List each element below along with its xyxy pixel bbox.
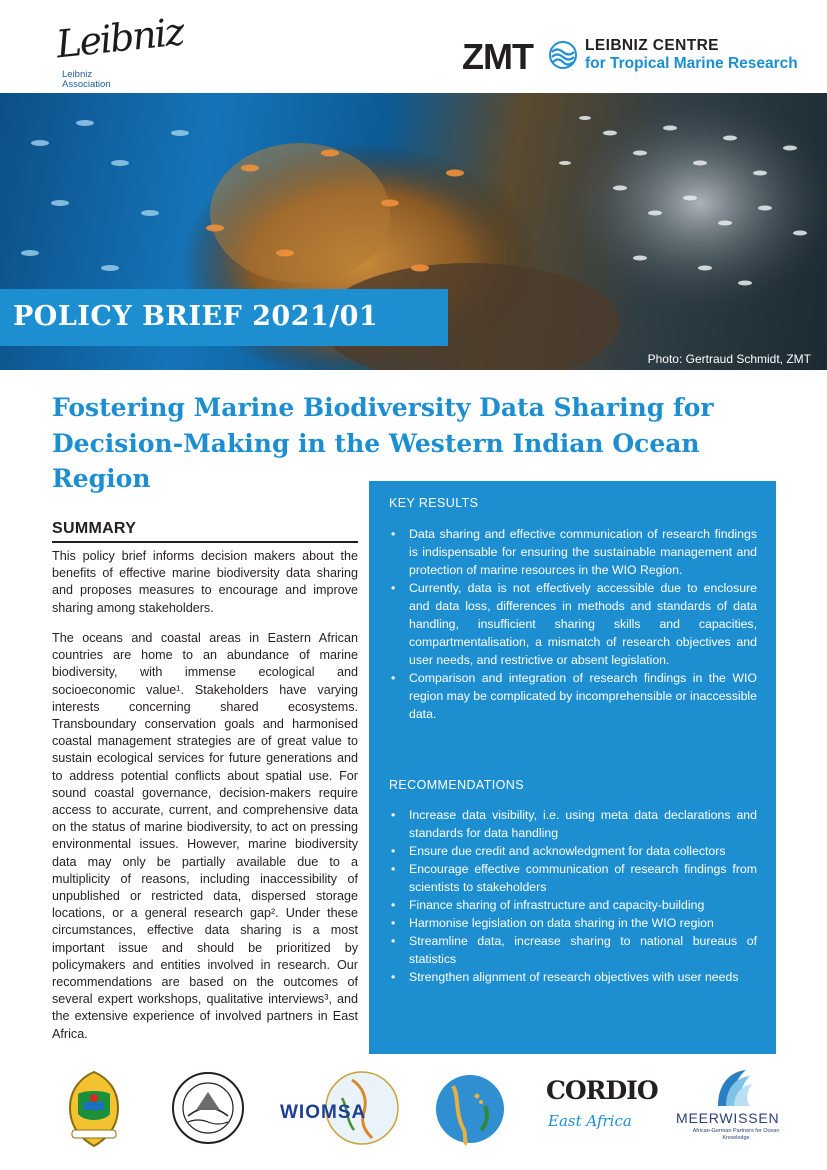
recommendations-heading: RECOMMENDATIONS — [389, 778, 524, 792]
zmt-acronym: ZMT — [462, 36, 533, 77]
zmt-logo — [462, 36, 812, 76]
meerwissen-subtitle: African-German Partners for Ocean Knowledge — [692, 1128, 780, 1141]
recommendation-item: • Harmonise legislation on data sharing in the WIO region — [389, 914, 757, 932]
recommendation-item: • Ensure due credit and acknowledgment for data collectors — [389, 842, 757, 860]
summary-paragraph-1: This policy brief informs decision makers about the benefits of effective marine biodiversity data sharing and proposes measures to encourage and improve sharing among stakeholders. — [52, 549, 358, 615]
meerwissen-wave-icon — [672, 1066, 792, 1110]
key-result-item: • Comparison and integration of research findings in the WIO region may be complicated by incomprehensible or inaccessible data. — [389, 669, 757, 723]
wiomsa-logo — [272, 1068, 402, 1148]
document-title: Fostering Marine Biodiversity Data Sharing for Decision-Making in the Western Indian Ocean Region — [52, 393, 714, 493]
key-result-item: • Currently, data is not effectively accessible due to enclosure and data loss, differences in methods and standards of data handling, insufficient sharing skills and capacities, compartmentalisation, a mismatch of research objectives and user needs, and restrictive or absent legislation. — [389, 579, 757, 669]
recommendation-item: • Increase data visibility, i.e. using meta data declarations and standards for data handling — [389, 806, 757, 842]
key-result-item: • Data sharing and effective communication of research findings is indispensable for ensuring the sustainable management and protection of marine resources in the WIO Region. — [389, 525, 757, 579]
cordio-east-africa-logo — [546, 1076, 658, 1146]
key-results-heading: KEY RESULTS — [389, 496, 479, 510]
recommendation-item: • Encourage effective communication of research findings from scientists to stakeholders — [389, 860, 757, 896]
zmt-name-line2: for Tropical Marine Research — [585, 55, 798, 72]
recommendation-item: • Strengthen alignment of research objectives with user needs — [389, 968, 757, 986]
policy-brief-banner — [0, 289, 448, 346]
leibniz-label-line1: Leibniz — [62, 69, 93, 80]
kmfri-seal-logo — [170, 1070, 246, 1146]
leibniz-association-label — [62, 70, 111, 90]
key-results-list — [389, 525, 757, 723]
leibniz-association-logo — [54, 9, 185, 92]
key-results-box — [369, 481, 776, 1054]
hero-photo — [0, 93, 827, 370]
wiomsa-wordmark: WIOMSA — [280, 1102, 367, 1123]
summary-paragraph-2: The oceans and coastal areas in Eastern African countries are home to an abundance of marine biodiversity, with immense ecological and socioeconomic value¹. Stakeholders have varying interests concerning shared ecosystems. Transboundary conservation goals and harmonised coastal management strategies are of great value to sustain ecological services for future generations and to address potential conflicts about spatial use. For sound coastal governance, decision-makers require access to accurate, current, and comprehensive data on the status of marine biodiversity, to act on pressing environmental issues. However, marine biodiversity data may only be partially available due to a multiplicity of reasons, including inaccessibility of unpublished or restricted data, dispersed storage locations, or a general research gap². Under these circumstances, effective data sharing is a most important issue and should be prioritized by policymakers and entities involved in research. Our recommendations are based on the outcomes of several expert workshops, qualitative interviews³, and the extensive experience of involved partners in East Africa. — [52, 631, 358, 1041]
policy-brief-label: POLICY BRIEF 2021/01 — [13, 301, 379, 332]
recommendation-item: • Streamline data, increase sharing to national bureaus of statistics — [389, 932, 757, 968]
meerwissen-wordmark: MEERWISSEN — [676, 1110, 780, 1126]
leibniz-label-line2: Association — [62, 79, 111, 90]
nairobi-convention-logo — [433, 1072, 507, 1152]
cordio-subtitle: East Africa — [548, 1112, 632, 1130]
cordio-wordmark: CORDIO — [546, 1076, 658, 1105]
leibniz-script-wordmark: Leibniz — [54, 9, 185, 67]
recommendation-item: • Finance sharing of infrastructure and capacity-building — [389, 896, 757, 914]
photo-credit: Photo: Gertraud Schmidt, ZMT — [647, 352, 811, 366]
summary-heading: SUMMARY — [52, 520, 358, 543]
meerwissen-logo — [672, 1066, 792, 1158]
tanzania-coat-of-arms-logo — [62, 1068, 126, 1150]
zmt-wave-icon — [548, 40, 578, 70]
recommendations-list — [389, 806, 757, 986]
zmt-name-line1: LEIBNIZ CENTRE — [585, 37, 719, 54]
partner-logos-row — [0, 1062, 827, 1162]
